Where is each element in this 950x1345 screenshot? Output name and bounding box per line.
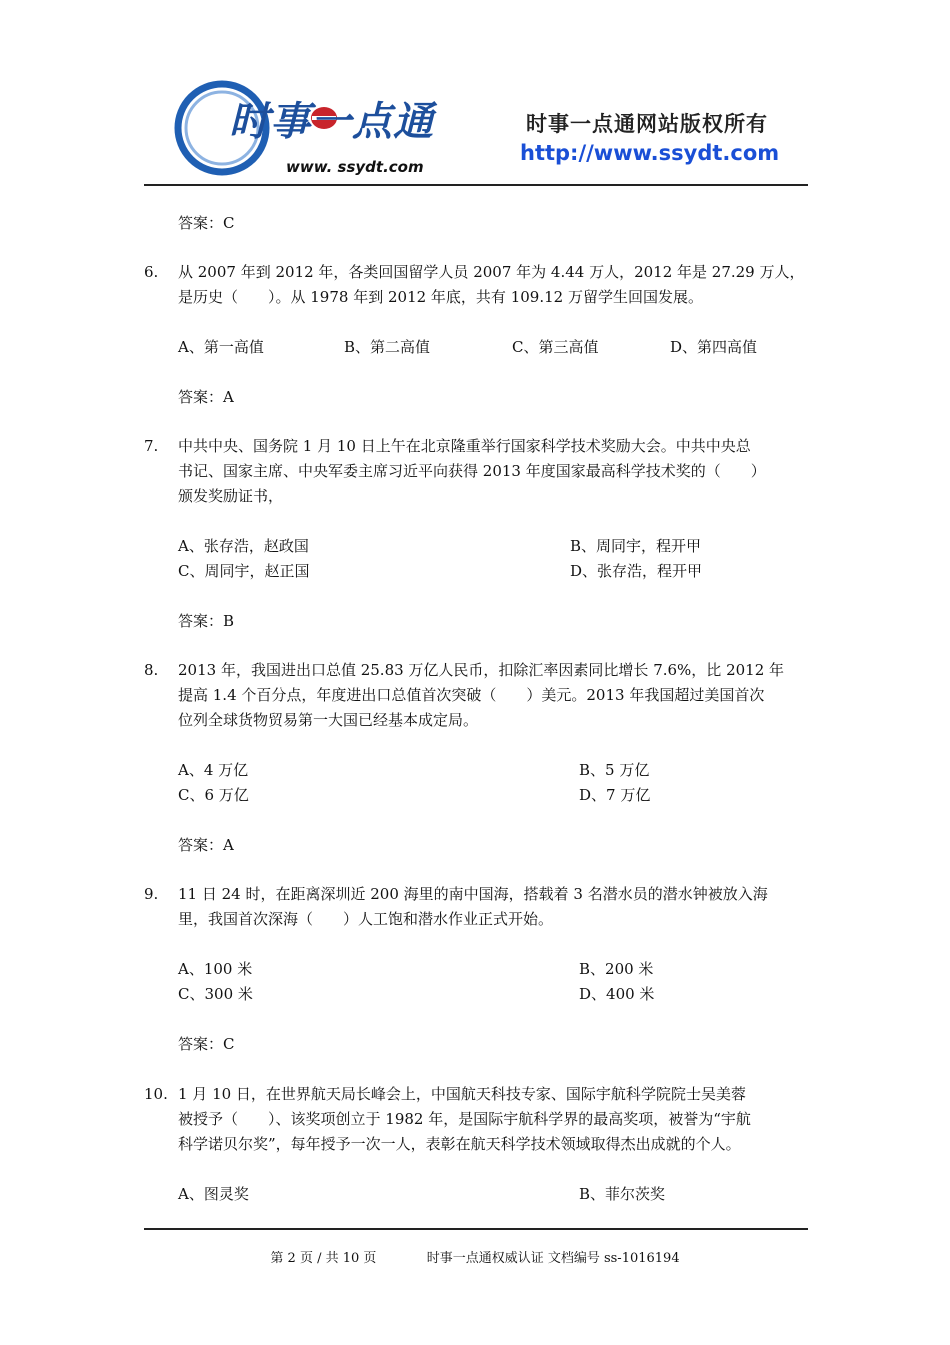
logo-url: www. ssydt.com [286,158,424,176]
question-8-option-c: C、6 万亿 [178,786,249,804]
question-8-option-b: B、5 万亿 [579,761,650,779]
question-9-option-a: A、100 米 [178,960,253,978]
answer-6: 答案：A [178,388,234,406]
answer-5: 答案：C [178,214,235,232]
question-10-number: 10. [144,1085,168,1103]
question-9-option-d: D、400 米 [579,985,655,1003]
question-6-option-b: B、第二高值 [344,338,431,356]
question-7-option-b: B、周同宇，程开甲 [570,537,702,555]
question-6-option-c: C、第三高值 [512,338,599,356]
document-id: 时事一点通权威认证 文档编号 ss-1016194 [426,1251,680,1266]
question-9-line-1: 11 日 24 时，在距离深圳近 200 海里的南中国海，搭载着 3 名潜水员的潜水钟被放入海 [178,885,768,903]
site-url-link[interactable]: http://www.ssydt.com [520,141,780,165]
ssydt-logo [174,78,434,178]
page-number: 第 2 页 / 共 10 页 [270,1251,377,1266]
question-6-option-d: D、第四高值 [670,338,758,356]
question-10-line-1: 1 月 10 日，在世界航天局长峰会上，中国航天科技专家、国际宇航科学院院士吴美蓉 [178,1085,746,1103]
question-8-number: 8. [144,661,159,679]
answer-7: 答案：B [178,612,235,630]
page-footer [0,1247,950,1266]
question-6-number: 6. [144,263,159,281]
question-6-option-a: A、第一高值 [178,338,264,356]
question-7-option-a: A、张存浩，赵政国 [178,537,309,555]
question-9-line-2: 里，我国首次深海（ ）人工饱和潜水作业正式开始。 [178,910,554,928]
question-10-line-2: 被授予（ ）、该奖项创立于 1982 年，是国际宇航科学界的最高奖项，被誉为“宇航 [178,1110,751,1128]
question-7-line-3: 颁发奖励证书， [178,487,284,505]
question-8-option-a: A、4 万亿 [178,761,249,779]
question-10-option-b: B、菲尔茨奖 [579,1185,666,1203]
question-9-option-b: B、200 米 [579,960,654,978]
question-7-line-1: 中共中央、国务院 1 月 10 日上午在北京隆重举行国家科学技术奖励大会。中共中央总 [178,437,751,455]
question-9-option-c: C、300 米 [178,985,253,1003]
answer-8: 答案：A [178,836,234,854]
question-7-number: 7. [144,437,159,455]
question-7-option-c: C、周同宇，赵正国 [178,562,310,580]
question-6-line-2: 是历史（ ）。从 1978 年到 2012 年底，共有 109.12 万留学生回国发展。 [178,288,703,306]
header-divider [144,184,808,186]
question-6-line-1: 从 2007 年到 2012 年，各类回国留学人员 2007 年为 4.44 万人，2012 年是 27.29 万人， [178,263,805,281]
copyright-text: 时事一点通网站版权所有 [526,112,768,136]
page-header [144,68,808,186]
question-8-line-3: 位列全球货物贸易第一大国已经基本成定局。 [178,711,479,729]
question-7-line-2: 书记、国家主席、中央军委主席习近平向获得 2013 年度国家最高科学技术奖的（ ） [178,462,766,480]
question-9-number: 9. [144,885,159,903]
question-10-line-3: 科学诺贝尔奖”，每年授予一次一人，表彰在航天科学技术领域取得杰出成就的个人。 [178,1135,741,1153]
question-8-line-2: 提高 1.4 个百分点，年度进出口总值首次突破（ ）美元。2013 年我国超过美国首次 [178,686,765,704]
logo-text: 时事一点通 [229,99,434,145]
question-10-option-a: A、图灵奖 [178,1185,249,1203]
question-8-line-1: 2013 年，我国进出口总值 25.83 万亿人民币，扣除汇率因素同比增长 7.6%，比 2012 年 [178,661,785,679]
question-8-option-d: D、7 万亿 [579,786,651,804]
question-7-option-d: D、张存浩，程开甲 [570,562,703,580]
footer-divider [144,1228,808,1230]
answer-9: 答案：C [178,1035,235,1053]
